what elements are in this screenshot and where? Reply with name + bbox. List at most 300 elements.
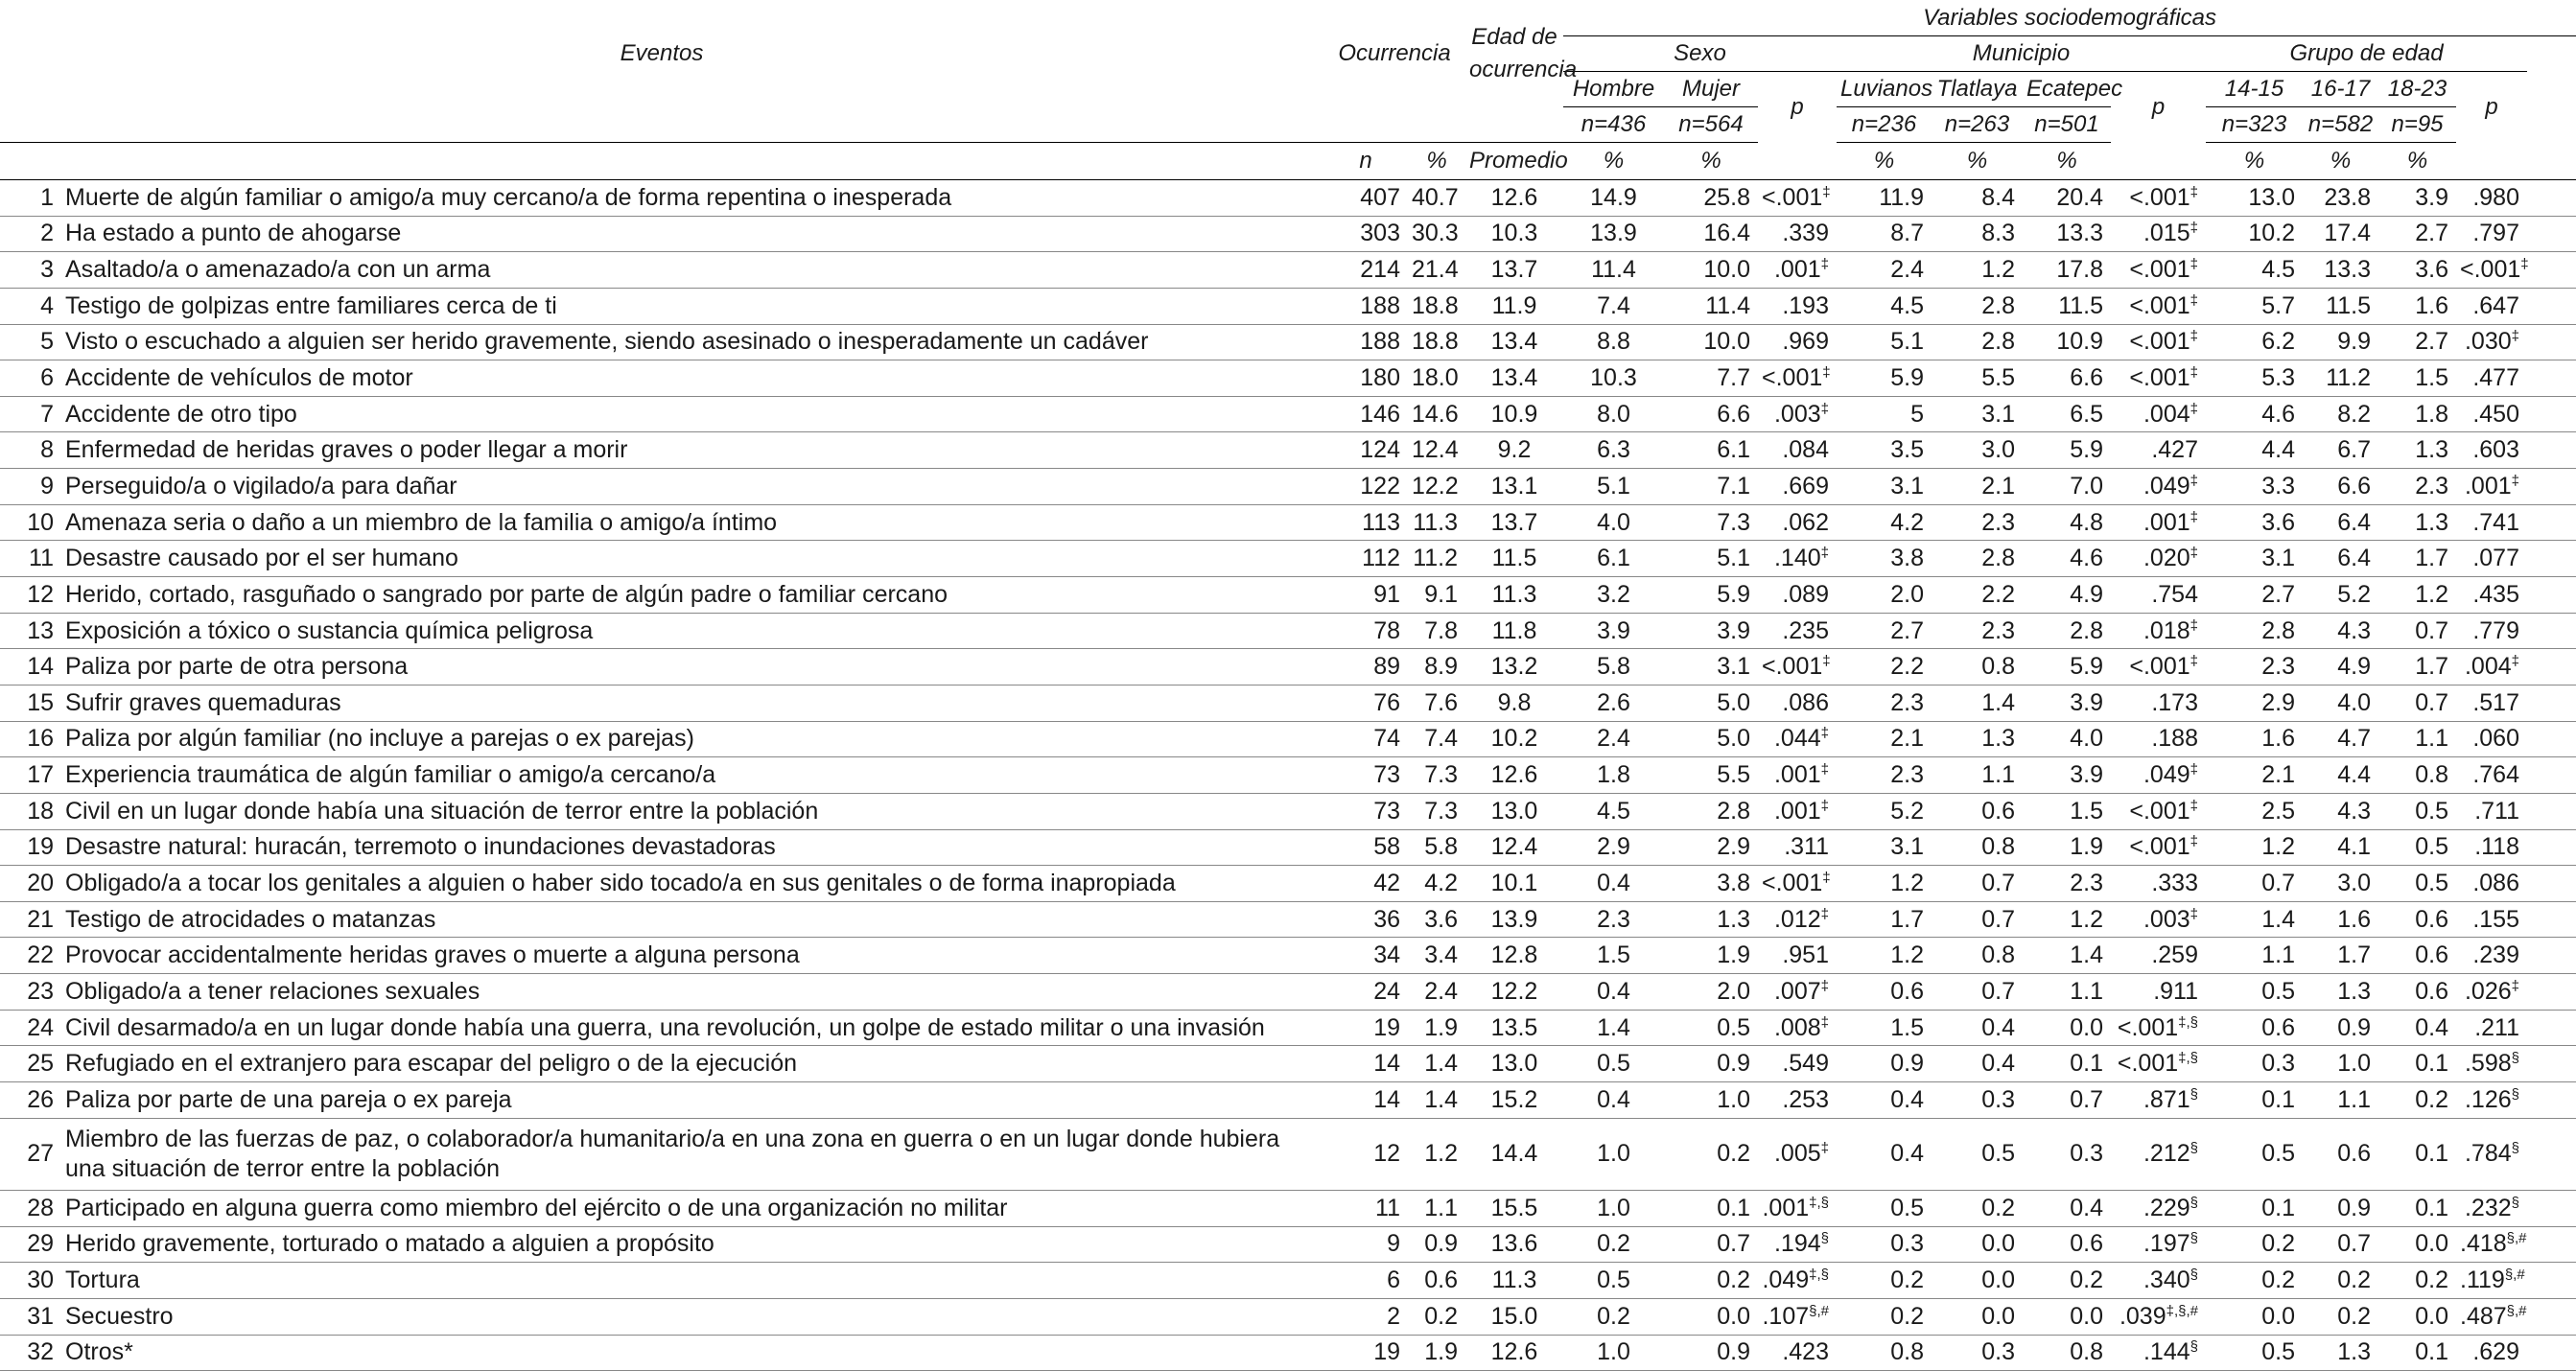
cell-edad-promedio — [1465, 1082, 1563, 1119]
cell-tlatlaya-text: 3.0 — [1981, 436, 2015, 464]
cell-edad-promedio-text: 13.2 — [1490, 653, 1538, 681]
cell-g1617-text: 1.3 — [2337, 977, 2371, 1005]
cell-p-municipio-text: <.001 — [2129, 256, 2190, 284]
cell-hombre — [1563, 1118, 1664, 1190]
cell-g1415 — [2206, 1046, 2303, 1082]
cell-g1823 — [2378, 1118, 2456, 1190]
table-row — [0, 1298, 2576, 1335]
header-blank-p1 — [1758, 143, 1837, 180]
event-label — [58, 1298, 1323, 1335]
cell-tlatlaya-text: 0.8 — [1981, 833, 2015, 861]
cell-p-sexo-text: .140 — [1773, 545, 1821, 572]
cell-p-sexo-text: <.001 — [1762, 364, 1823, 392]
cell-tlatlaya-text: 0.2 — [1981, 1194, 2015, 1221]
cell-p-edad-text: .598 — [2464, 1050, 2512, 1078]
cell-mujer-text: 6.6 — [1717, 400, 1750, 428]
cell-tlatlaya — [1932, 793, 2023, 829]
header-luvianos: Luvianos — [1837, 72, 1932, 107]
cell-hombre-text: 1.8 — [1597, 761, 1630, 789]
cell-n-text: 11 — [1375, 1194, 1400, 1221]
cell-g1415-text: 0.2 — [2261, 1230, 2295, 1258]
event-label — [58, 613, 1323, 649]
cell-ecatepec — [2023, 721, 2111, 757]
cell-n — [1323, 866, 1408, 902]
cell-tlatlaya-text: 2.1 — [1981, 472, 2015, 500]
significance-mark: ‡ — [2511, 977, 2519, 994]
cell-mujer — [1664, 793, 1758, 829]
significance-mark: § — [1820, 1230, 1829, 1247]
cell-ecatepec — [2023, 180, 2111, 217]
cell-hombre-text: 2.4 — [1597, 725, 1630, 753]
significance-mark: ‡ — [1820, 761, 1829, 778]
significance-mark: §,# — [2506, 1230, 2527, 1247]
row-index — [0, 432, 58, 469]
cell-pct — [1408, 938, 1465, 974]
cell-edad-promedio-text: 12.4 — [1490, 833, 1538, 861]
cell-pct — [1408, 216, 1465, 252]
cell-n — [1323, 757, 1408, 794]
cell-n-text: 146 — [1360, 400, 1400, 428]
cell-hombre-text: 5.8 — [1597, 653, 1630, 681]
cell-g1823 — [2378, 649, 2456, 686]
event-label — [58, 721, 1323, 757]
cell-g1617 — [2303, 974, 2378, 1011]
cell-p-sexo-text: <.001 — [1762, 183, 1823, 211]
cell-g1823-text: 1.7 — [2415, 545, 2448, 572]
cell-tlatlaya — [1932, 938, 2023, 974]
cell-mujer — [1664, 1046, 1758, 1082]
cell-hombre-text: 4.0 — [1597, 508, 1630, 536]
row-index-text: 16 — [27, 725, 54, 753]
cell-g1823-text: 1.5 — [2415, 364, 2448, 392]
cell-edad-promedio — [1465, 360, 1563, 397]
cell-mujer-text: 5.1 — [1717, 545, 1750, 572]
cell-n-text: 303 — [1360, 220, 1400, 247]
cell-p-sexo — [1758, 360, 1837, 397]
cell-n-text: 188 — [1360, 328, 1400, 356]
cell-p-edad-text: .232 — [2464, 1194, 2512, 1221]
event-label — [58, 685, 1323, 721]
cell-p-municipio-text: .340 — [2143, 1266, 2190, 1294]
cell-g1617 — [2303, 360, 2378, 397]
cell-p-sexo — [1758, 432, 1837, 469]
cell-ecatepec — [2023, 866, 2111, 902]
cell-hombre-text: 0.5 — [1597, 1266, 1630, 1294]
cell-p-edad-text: .741 — [2472, 508, 2519, 536]
cell-p-sexo-text: <.001 — [1762, 653, 1823, 681]
row-index-text: 26 — [27, 1085, 54, 1113]
cell-pct-text: 14.6 — [1412, 400, 1459, 428]
cell-luvianos — [1837, 504, 1932, 541]
cell-p-sexo — [1758, 216, 1837, 252]
cell-mujer-text: 5.0 — [1717, 688, 1750, 716]
significance-mark: ‡ — [1820, 797, 1829, 814]
cell-p-edad-text: .418 — [2460, 1230, 2507, 1258]
table-row — [0, 721, 2576, 757]
cell-g1415-text: 2.1 — [2261, 761, 2295, 789]
event-label — [58, 396, 1323, 432]
row-index-text: 18 — [27, 797, 54, 825]
cell-hombre — [1563, 613, 1664, 649]
row-index — [0, 216, 58, 252]
cell-g1823-text: 0.8 — [2415, 761, 2448, 789]
cell-g1415 — [2206, 974, 2303, 1011]
significance-mark: §,# — [1809, 1302, 1829, 1319]
significance-mark: ‡ — [2190, 183, 2198, 200]
cell-n-text: 73 — [1373, 761, 1400, 789]
cell-g1823 — [2378, 324, 2456, 360]
cell-mujer — [1664, 180, 1758, 217]
cell-g1823-text: 0.1 — [2415, 1140, 2448, 1168]
cell-luvianos — [1837, 1298, 1932, 1335]
cell-p-sexo-text: .951 — [1782, 941, 1829, 969]
cell-p-sexo-text: .086 — [1782, 688, 1829, 716]
cell-pct-text: 1.4 — [1424, 1050, 1458, 1078]
table-row — [0, 829, 2576, 866]
cell-tlatlaya — [1932, 577, 2023, 614]
header-municipio: Municipio — [1837, 36, 2206, 72]
cell-luvianos-text: 2.0 — [1890, 580, 1924, 608]
cell-hombre-text: 2.6 — [1597, 688, 1630, 716]
cell-mujer-text: 0.2 — [1717, 1266, 1750, 1294]
cell-ecatepec — [2023, 1298, 2111, 1335]
cell-p-sexo — [1758, 1118, 1837, 1190]
event-label-text: Paliza por algún familiar (no incluye a parejas o ex parejas) — [65, 725, 694, 753]
significance-mark: §,# — [2504, 1266, 2525, 1284]
cell-g1415-text: 4.5 — [2261, 256, 2295, 284]
significance-mark: ‡,§ — [1809, 1266, 1829, 1284]
significance-mark: § — [2190, 1338, 2198, 1356]
cell-g1617 — [2303, 1226, 2378, 1263]
row-index-text: 15 — [27, 688, 54, 716]
cell-g1617 — [2303, 757, 2378, 794]
cell-g1823 — [2378, 1335, 2456, 1371]
cell-edad-promedio — [1465, 1190, 1563, 1226]
event-label-text: Paliza por parte de otra persona — [65, 653, 409, 681]
cell-tlatlaya — [1932, 432, 2023, 469]
cell-ecatepec-text: 0.0 — [2070, 1302, 2103, 1330]
cell-g1823-text: 0.4 — [2415, 1013, 2448, 1041]
cell-g1617 — [2303, 1082, 2378, 1119]
cell-p-sexo — [1758, 757, 1837, 794]
cell-p-sexo — [1758, 1335, 1837, 1371]
cell-p-sexo-text: .005 — [1773, 1140, 1821, 1168]
table-row — [0, 901, 2576, 938]
cell-n-text: 214 — [1360, 256, 1400, 284]
cell-luvianos-text: 1.7 — [1890, 905, 1924, 933]
cell-pct — [1408, 1190, 1465, 1226]
row-index — [0, 974, 58, 1011]
cell-luvianos — [1837, 757, 1932, 794]
cell-p-municipio-text: <.001 — [2129, 364, 2190, 392]
cell-p-sexo — [1758, 1046, 1837, 1082]
table-row — [0, 649, 2576, 686]
cell-g1617 — [2303, 1263, 2378, 1299]
row-index-text: 22 — [27, 941, 54, 969]
cell-edad-promedio-text: 15.0 — [1490, 1302, 1538, 1330]
cell-n-text: 14 — [1373, 1085, 1400, 1113]
cell-tlatlaya-text: 0.8 — [1981, 941, 2015, 969]
cell-luvianos — [1837, 721, 1932, 757]
cell-p-edad — [2456, 901, 2527, 938]
cell-g1823 — [2378, 360, 2456, 397]
event-label — [58, 757, 1323, 794]
cell-n — [1323, 1082, 1408, 1119]
cell-g1415-text: 5.7 — [2261, 291, 2295, 319]
row-index — [0, 324, 58, 360]
cell-p-municipio — [2111, 829, 2206, 866]
cell-n-text: 124 — [1360, 436, 1400, 464]
cell-ecatepec — [2023, 432, 2111, 469]
cell-p-municipio — [2111, 938, 2206, 974]
cell-n — [1323, 685, 1408, 721]
cell-hombre — [1563, 180, 1664, 217]
cell-p-municipio — [2111, 324, 2206, 360]
event-label — [58, 469, 1323, 505]
table-row — [0, 1082, 2576, 1119]
cell-g1415-text: 0.5 — [2261, 977, 2295, 1005]
cell-g1823-text: 1.7 — [2415, 653, 2448, 681]
row-index-text: 10 — [27, 508, 54, 536]
event-label — [58, 1335, 1323, 1371]
cell-g1415-text: 1.1 — [2261, 941, 2295, 969]
cell-luvianos-text: 0.8 — [1890, 1338, 1924, 1366]
cell-g1415 — [2206, 649, 2303, 686]
cell-luvianos-text: 1.2 — [1890, 869, 1924, 896]
header-n-g1617: n=582 — [2303, 107, 2378, 143]
significance-mark: ‡ — [2190, 364, 2198, 382]
cell-hombre-text: 1.0 — [1597, 1194, 1630, 1221]
cell-p-edad-text: .119 — [2460, 1266, 2505, 1294]
cell-edad-promedio — [1465, 866, 1563, 902]
table-row — [0, 577, 2576, 614]
cell-g1617 — [2303, 685, 2378, 721]
significance-mark: ‡ — [1822, 653, 1831, 670]
cell-hombre — [1563, 829, 1664, 866]
significance-mark: ‡ — [2190, 616, 2198, 634]
cell-edad-promedio-text: 13.7 — [1490, 256, 1538, 284]
cell-p-sexo — [1758, 793, 1837, 829]
cell-p-sexo-text: .549 — [1782, 1050, 1829, 1078]
cell-g1415 — [2206, 432, 2303, 469]
event-label-text: Ha estado a punto de ahogarse — [65, 220, 402, 247]
cell-mujer-text: 3.1 — [1717, 653, 1750, 681]
cell-g1617 — [2303, 829, 2378, 866]
cell-g1823-text: 0.7 — [2415, 688, 2448, 716]
cell-tlatlaya-text: 0.7 — [1981, 977, 2015, 1005]
cell-luvianos-text: 0.4 — [1890, 1085, 1924, 1113]
cell-luvianos — [1837, 216, 1932, 252]
cell-pct-text: 7.8 — [1424, 616, 1458, 644]
cell-edad-promedio-text: 15.2 — [1490, 1085, 1538, 1113]
cell-luvianos-text: 0.3 — [1890, 1230, 1924, 1258]
row-index — [0, 252, 58, 289]
cell-p-municipio-text: .871 — [2143, 1085, 2190, 1113]
cell-luvianos — [1837, 180, 1932, 217]
cell-mujer-text: 0.5 — [1717, 1013, 1750, 1041]
cell-luvianos-text: 3.8 — [1890, 545, 1924, 572]
cell-n — [1323, 469, 1408, 505]
cell-hombre-text: 0.4 — [1597, 869, 1630, 896]
cell-ecatepec-text: 20.4 — [2056, 183, 2103, 211]
cell-mujer — [1664, 721, 1758, 757]
cell-hombre-text: 10.3 — [1590, 364, 1637, 392]
significance-mark: ‡ — [2520, 256, 2529, 273]
cell-p-sexo-text: .423 — [1782, 1338, 1829, 1366]
cell-edad-promedio-text: 11.3 — [1491, 1266, 1537, 1294]
significance-mark: ‡ — [1822, 869, 1831, 886]
cell-g1415-text: 0.0 — [2261, 1302, 2295, 1330]
cell-pct-text: 1.1 — [1424, 1194, 1458, 1221]
cell-p-sexo — [1758, 613, 1837, 649]
cell-tlatlaya — [1932, 901, 2023, 938]
cell-p-municipio-text: <.001 — [2117, 1013, 2179, 1041]
cell-tlatlaya — [1932, 252, 2023, 289]
cell-tlatlaya-text: 2.8 — [1981, 291, 2015, 319]
event-label — [58, 1226, 1323, 1263]
cell-pct-text: 7.3 — [1424, 797, 1458, 825]
cell-edad-promedio — [1465, 541, 1563, 577]
cell-mujer — [1664, 866, 1758, 902]
cell-tlatlaya-text: 0.7 — [1981, 869, 2015, 896]
cell-ecatepec-text: 11.5 — [2058, 291, 2103, 319]
cell-tlatlaya — [1932, 1263, 2023, 1299]
cell-g1617-text: 1.7 — [2337, 941, 2371, 969]
event-label-text: Paliza por parte de una pareja o ex pareja — [65, 1085, 512, 1113]
table-row — [0, 613, 2576, 649]
cell-tlatlaya-text: 5.5 — [1981, 364, 2015, 392]
cell-p-municipio — [2111, 901, 2206, 938]
event-label — [58, 1118, 1323, 1190]
cell-mujer — [1664, 1335, 1758, 1371]
cell-luvianos — [1837, 1118, 1932, 1190]
cell-g1617-text: 0.6 — [2337, 1140, 2371, 1168]
cell-g1415-text: 0.3 — [2261, 1050, 2295, 1078]
cell-p-sexo-text: .311 — [1784, 833, 1829, 861]
cell-pct — [1408, 757, 1465, 794]
cell-ecatepec-text: 7.0 — [2070, 472, 2103, 500]
cell-hombre — [1563, 1010, 1664, 1046]
cell-p-sexo-text: .001 — [1773, 797, 1821, 825]
event-label — [58, 360, 1323, 397]
header-edad-line2: ocurrencia — [1469, 56, 1578, 82]
cell-n — [1323, 541, 1408, 577]
cell-luvianos-text: 11.9 — [1879, 183, 1924, 211]
row-index — [0, 685, 58, 721]
cell-g1415-text: 5.3 — [2261, 364, 2295, 392]
row-index-text: 3 — [40, 256, 54, 284]
cell-g1415 — [2206, 1226, 2303, 1263]
cell-p-edad — [2456, 1226, 2527, 1263]
cell-hombre-text: 11.4 — [1591, 256, 1636, 284]
cell-tlatlaya-text: 2.3 — [1981, 616, 2015, 644]
table-row — [0, 1046, 2576, 1082]
row-index — [0, 1298, 58, 1335]
table-row — [0, 866, 2576, 902]
cell-p-sexo — [1758, 324, 1837, 360]
header-n-hombre: n=436 — [1563, 107, 1664, 143]
cell-hombre-text: 3.2 — [1597, 580, 1630, 608]
row-index — [0, 288, 58, 324]
cell-tlatlaya — [1932, 685, 2023, 721]
cell-g1617 — [2303, 396, 2378, 432]
cell-p-municipio-text: <.001 — [2129, 653, 2190, 681]
cell-hombre — [1563, 685, 1664, 721]
cell-p-edad — [2456, 757, 2527, 794]
cell-n-text: 112 — [1362, 545, 1400, 572]
cell-hombre — [1563, 1082, 1664, 1119]
significance-mark: ‡ — [2190, 797, 2198, 814]
cell-pct-text: 9.1 — [1424, 580, 1458, 608]
row-index — [0, 504, 58, 541]
row-index — [0, 649, 58, 686]
cell-luvianos-text: 1.2 — [1890, 941, 1924, 969]
cell-p-municipio-text: .020 — [2143, 545, 2190, 572]
cell-g1823-text: 3.9 — [2415, 183, 2448, 211]
cell-luvianos — [1837, 685, 1932, 721]
cell-g1823 — [2378, 288, 2456, 324]
cell-g1823-text: 1.2 — [2415, 580, 2448, 608]
cell-pct-text: 2.4 — [1424, 977, 1458, 1005]
cell-g1617 — [2303, 1118, 2378, 1190]
cell-tlatlaya — [1932, 216, 2023, 252]
cell-p-sexo — [1758, 1226, 1837, 1263]
cell-hombre-text: 5.1 — [1597, 472, 1630, 500]
cell-g1617-text: 0.2 — [2337, 1302, 2371, 1330]
event-label — [58, 577, 1323, 614]
cell-g1617 — [2303, 180, 2378, 217]
event-label-text: Miembro de las fuerzas de paz, o colaborador/a humanitario/a en una zona en guerra o en un lugar donde hubiera una situación de terror entre la población — [65, 1125, 1280, 1182]
cell-p-sexo-text: <.001 — [1762, 869, 1823, 896]
cell-g1617-text: 4.7 — [2337, 725, 2371, 753]
cell-edad-promedio-text: 11.3 — [1491, 580, 1537, 608]
event-label — [58, 866, 1323, 902]
cell-p-edad — [2456, 974, 2527, 1011]
cell-g1823 — [2378, 577, 2456, 614]
cell-p-sexo — [1758, 1190, 1837, 1226]
event-label-text: Asaltado/a o amenazado/a con un arma — [65, 256, 491, 284]
header-edad-line1: Edad de — [1471, 23, 1557, 50]
cell-ecatepec-text: 2.8 — [2070, 616, 2103, 644]
event-label-text: Amenaza seria o daño a un miembro de la familia o amigo/a íntimo — [65, 508, 778, 536]
cell-pct-text: 18.8 — [1412, 328, 1459, 356]
cell-hombre-text: 14.9 — [1590, 183, 1637, 211]
cell-ecatepec-text: 5.9 — [2070, 653, 2103, 681]
cell-p-sexo — [1758, 469, 1837, 505]
cell-g1415-text: 1.4 — [2261, 905, 2295, 933]
cell-n-text: 91 — [1373, 580, 1400, 608]
cell-p-municipio — [2111, 504, 2206, 541]
cell-hombre-text: 3.9 — [1597, 616, 1630, 644]
cell-luvianos-text: 0.2 — [1890, 1302, 1924, 1330]
cell-hombre-text: 0.4 — [1597, 977, 1630, 1005]
cell-g1415 — [2206, 757, 2303, 794]
cell-ecatepec — [2023, 1190, 2111, 1226]
cell-mujer-text: 7.1 — [1717, 472, 1750, 500]
header-pct-ecatepec: % — [2056, 148, 2077, 174]
cell-mujer-text: 1.0 — [1717, 1085, 1750, 1113]
cell-tlatlaya-text: 1.1 — [1981, 761, 2015, 789]
cell-n — [1323, 504, 1408, 541]
table-row — [0, 324, 2576, 360]
cell-n — [1323, 793, 1408, 829]
cell-p-edad — [2456, 1118, 2527, 1190]
significance-mark: ‡ — [1820, 905, 1829, 922]
cell-mujer — [1664, 829, 1758, 866]
cell-n-text: 42 — [1373, 869, 1400, 896]
cell-ecatepec — [2023, 901, 2111, 938]
cell-hombre-text: 0.2 — [1597, 1302, 1630, 1330]
